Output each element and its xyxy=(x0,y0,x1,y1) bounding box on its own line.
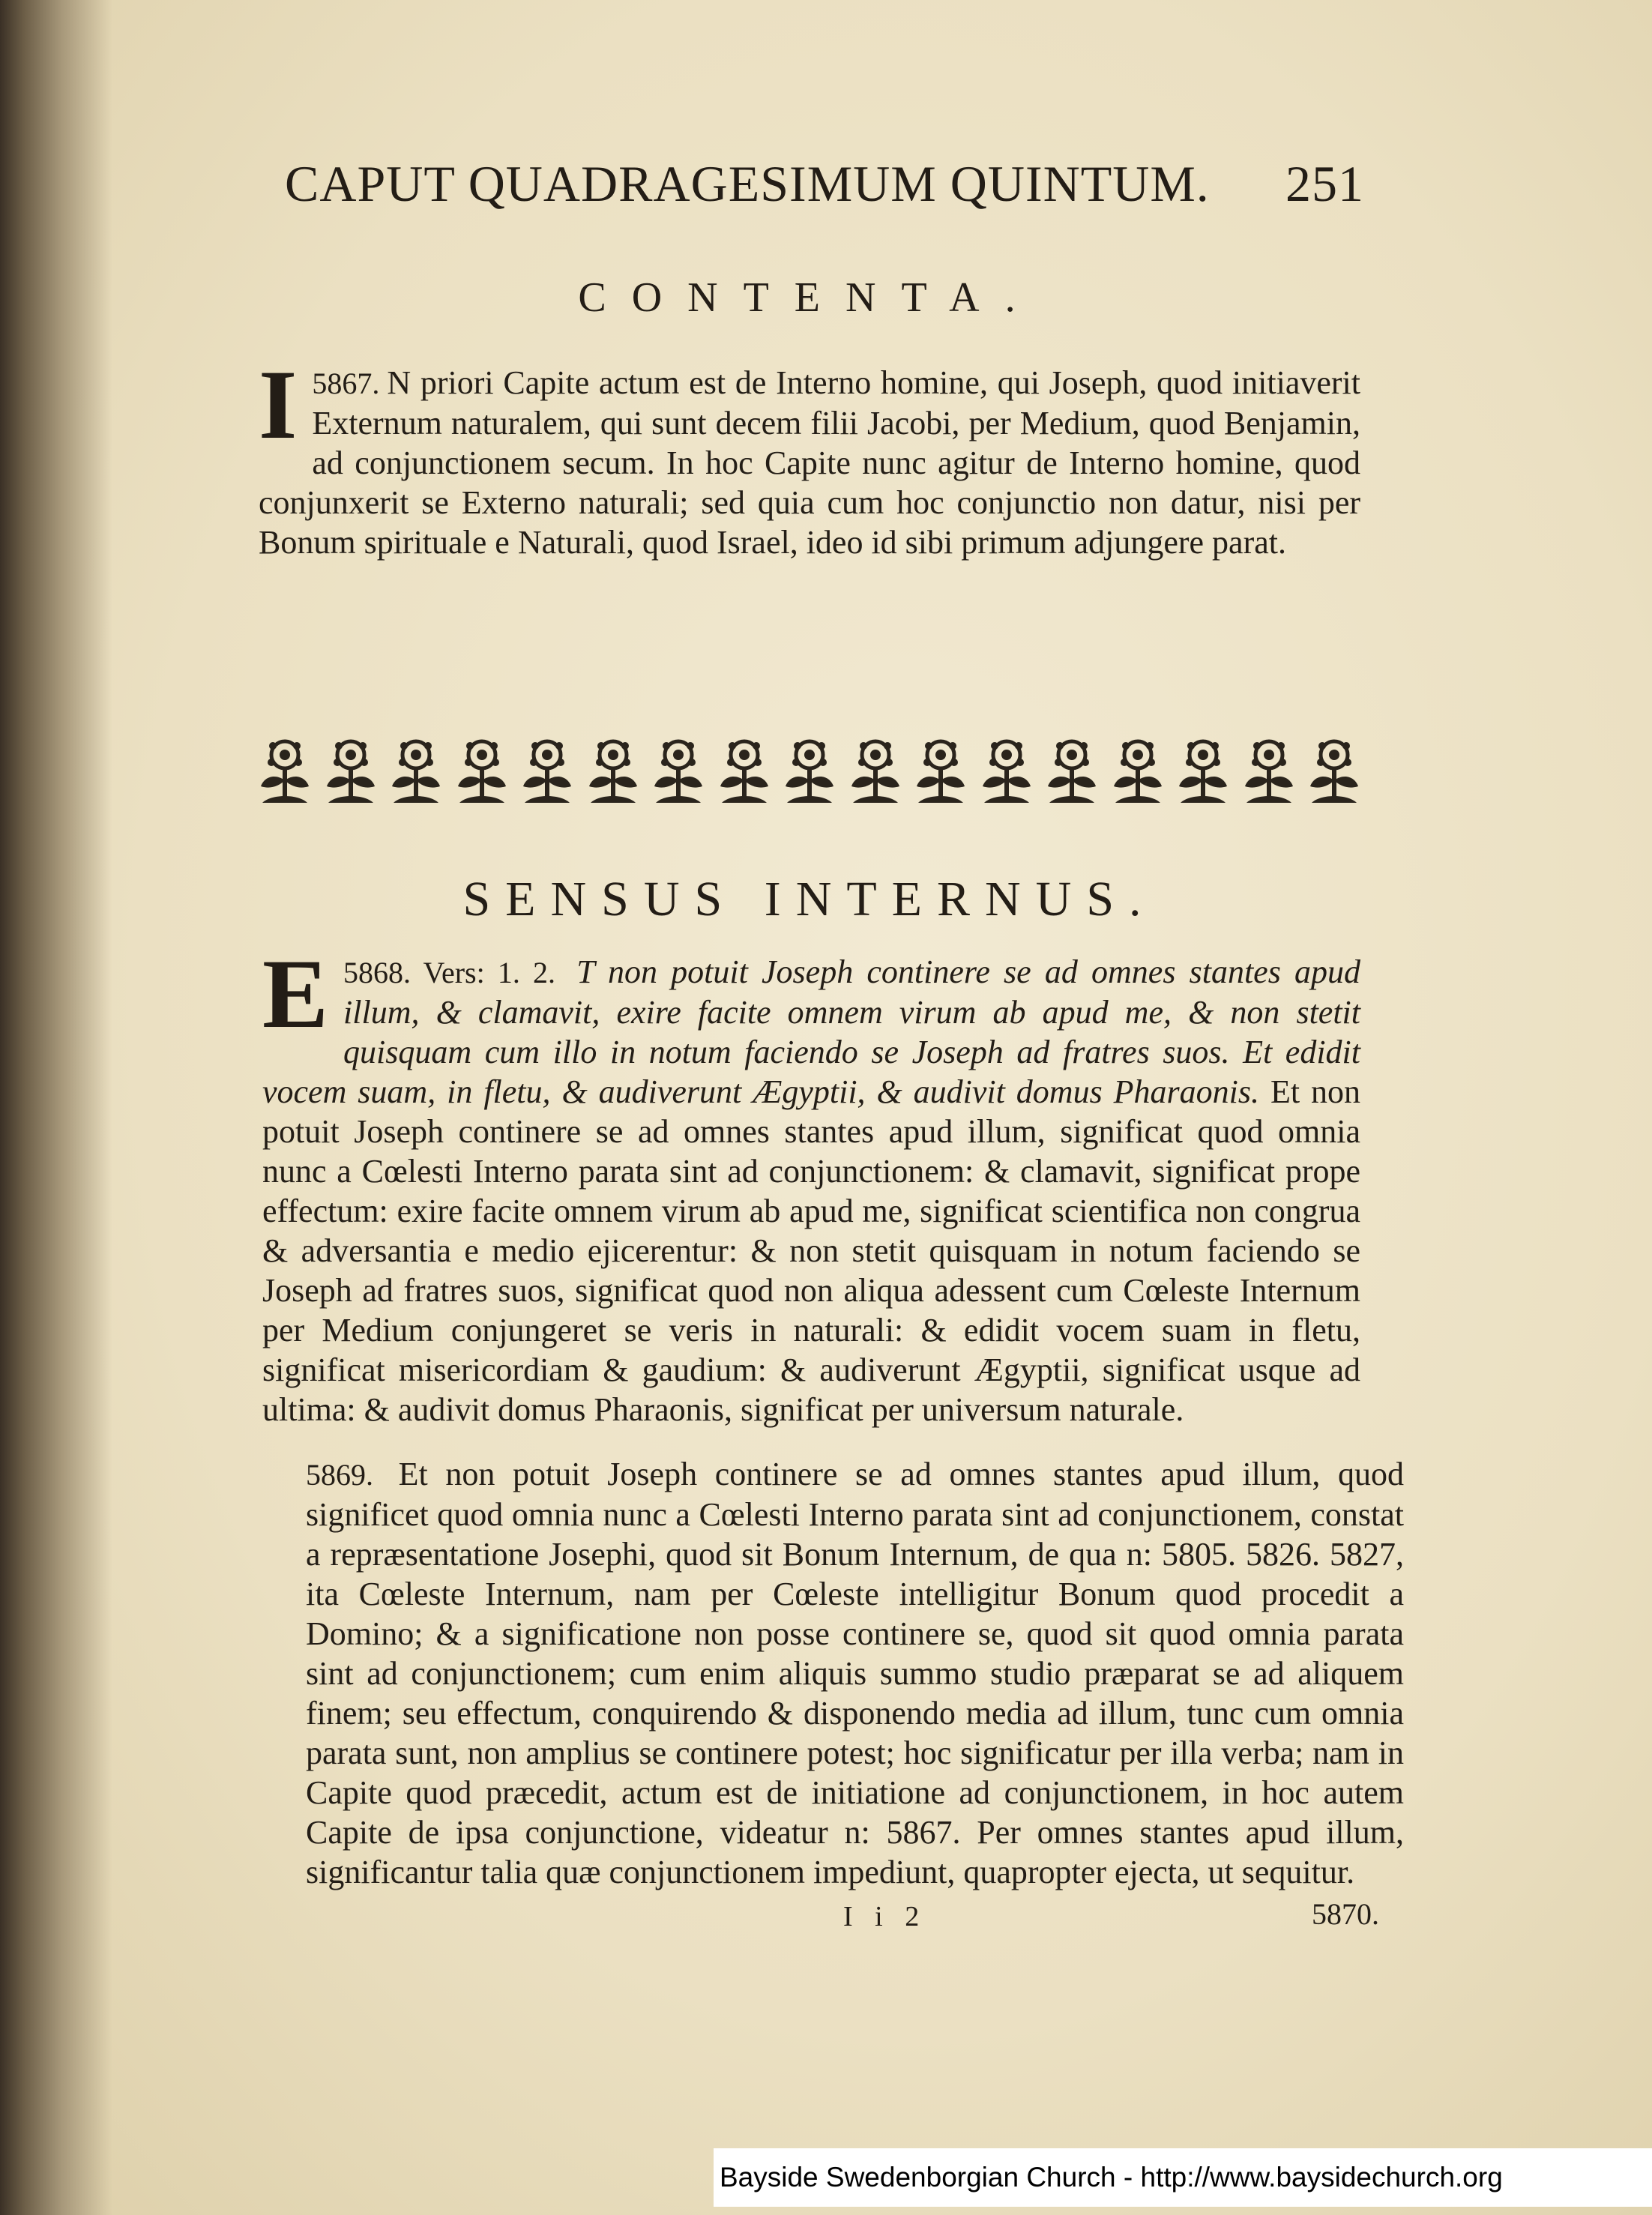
credit-banner: Bayside Swedenborgian Church - http://www.baysidechurch.org xyxy=(714,2148,1652,2207)
flower-ornament-icon xyxy=(780,734,839,809)
flower-ornament-icon xyxy=(845,734,905,809)
flower-ornament-icon xyxy=(321,734,381,809)
paragraph-number: 5869. xyxy=(306,1458,373,1492)
flower-ornament-icon xyxy=(583,734,643,809)
contenta-heading: CONTENTA. xyxy=(578,274,1041,321)
flower-ornament-icon xyxy=(517,734,577,809)
paragraph-text: Et non potuit Joseph continere se ad omnes stantes apud illum, quod significet quod omnia nunc a Cœlesti Interno parata sint ad conjunctionem, constat a repræsentatione Josephi, quod sit Bonum Internum, de qua n: 5805. 5826. 5827, ita Cœleste Internum, nam per Cœleste intelligitur Bonum quod procedit a Domino; & a significatione non posse continere se, quod sit quod omnia parata sint ad conjunctionem; cum enim aliquis summo studio præparat se ad aliquem finem; seu effectum, conquirendo & disponendo media ad illum, tunc cum omnia parata sunt, non amplius se continere potest; hoc significatur per illa verba; nam in Capite quod præcedit, actum est de initiatione ad conjunctionem, in hoc autem Capite de ipsa conjunctione, videatur n: 5867. Per omnes stantes apud illum, significantur talia quæ conjunctionem impediunt, quapropter ejecta, ut sequitur. xyxy=(306,1456,1405,1890)
catchword: 5870. xyxy=(1312,1897,1379,1931)
page-number: 251 xyxy=(1285,155,1364,212)
paragraph-number: 5868. Vers: 1. 2. xyxy=(343,956,556,989)
running-title: CAPUT QUADRAGESIMUM QUINTUM. xyxy=(285,155,1210,212)
flower-ornament-icon xyxy=(1042,734,1102,809)
paragraph-text: Et non potuit Joseph continere se ad omnes stantes apud illum, significat quod omnia nunc a Cœlesti Interno parata sint ad conjunctionem: & clamavit, significat prope effectum: exire facite omnem virum ab apud me, significat scientifica non congrua & adversantia e medio ejicerentur: & non stetit quisquam in notum faciendo se Joseph ad fratres suos, significat quod non aliqua adessent cum Cœleste Internum per Medium conjungeret se veris in naturali: & edidit vocem suam in fletu, significat misericordiam & gaudium: & audiverunt Ægyptii, significat usque ad ultima: & audivit domus Pharaonis, significat per universum naturale. xyxy=(262,1073,1360,1428)
drop-cap: I xyxy=(259,349,298,459)
flower-ornament-icon xyxy=(1173,734,1233,809)
paragraph-5868 xyxy=(262,938,1361,1429)
flower-ornament-icon xyxy=(648,734,708,809)
book-spine-shadow xyxy=(0,0,112,2215)
flower-ornament-icon xyxy=(452,734,512,809)
flower-ornament-icon xyxy=(1239,734,1299,809)
contenta-paragraph xyxy=(259,349,1360,562)
flower-ornament-icon xyxy=(911,734,971,809)
paragraph-5869 xyxy=(262,1454,1404,1892)
flower-ornament-icon xyxy=(255,734,315,809)
paragraph-text: N priori Capite actum est de Interno homine, qui Joseph, quod initiaverit Externum naturalem, qui sunt decem filii Jacobi, per Medium, quod Benjamin, ad conjunctionem secum. In hoc Capite nunc agitur de Interno homine, quod conjunxerit se Externo naturali; sed quia cum hoc conjunctio non datur, nisi per Bonum spirituale e Naturali, quod Israel, ideo id sibi primum adjungere parat. xyxy=(259,364,1360,561)
ornament-band xyxy=(255,727,1364,816)
drop-cap: E xyxy=(262,938,329,1049)
flower-ornament-icon xyxy=(977,734,1037,809)
flower-ornament-icon xyxy=(1304,734,1364,809)
scripture-quote: T non potuit Joseph continere se ad omnes stantes apud illum, & clamavit, exire facite omnem virum ab apud me, & non stetit quisquam cum illo in notum faciendo se Joseph ad fratres suos. Et edidit vocem suam, in fletu, & audiverunt Ægyptii, & audivit domus Pharaonis. xyxy=(262,953,1361,1110)
flower-ornament-icon xyxy=(386,734,446,809)
flower-ornament-icon xyxy=(1108,734,1168,809)
flower-ornament-icon xyxy=(714,734,774,809)
paragraph-number: 5867. xyxy=(312,367,380,400)
signature-mark: I i 2 xyxy=(843,1901,927,1932)
sensus-heading: SENSUS INTERNUS. xyxy=(462,872,1157,926)
